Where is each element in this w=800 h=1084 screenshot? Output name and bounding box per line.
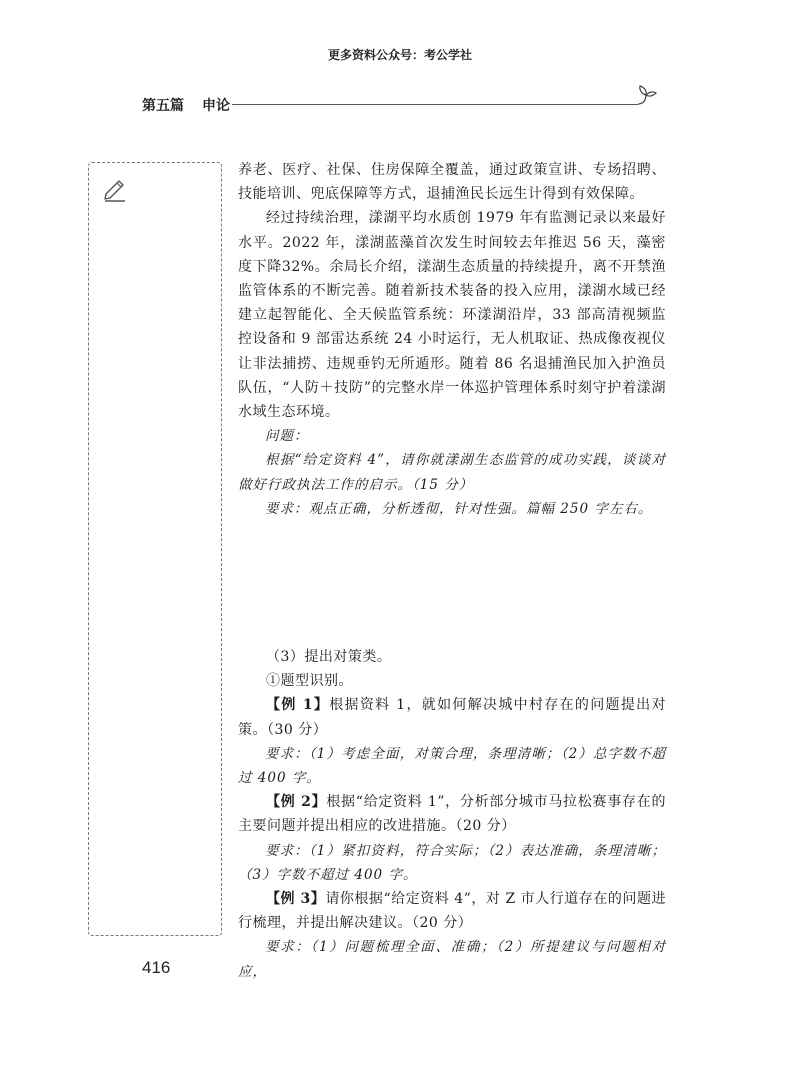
- example-2-requirement: 要求：（1）紧扣资料，符合实际；（2）表达准确，条理清晰；（3）字数不超过 400 字。: [238, 842, 666, 883]
- margin-note-box: [88, 162, 222, 936]
- main-content: [238, 158, 666, 984]
- material-paragraph-1: 养老、医疗、社保、住房保障全覆盖，通过政策宣讲、专场招聘、技能培训、兜底保障等方式，退捕渔民长远生计得到有效保障。: [238, 162, 666, 203]
- blank-gap: [238, 521, 666, 645]
- section-subheading: ①题型识别。: [266, 673, 353, 690]
- sprout-icon: [634, 84, 660, 108]
- header-rule: [232, 104, 638, 105]
- example-3-requirement: 要求：（1）问题梳理全面、准确；（2）所提建议与问题相对应，: [238, 939, 666, 980]
- example-3-tag: 【例 3】: [266, 891, 326, 908]
- example-1-tag: 【例 1】: [266, 697, 330, 714]
- question-requirement: 要求：观点正确，分析透彻，针对性强。篇幅 250 字左右。: [265, 500, 653, 517]
- example-3: [238, 887, 666, 935]
- example-2-tag: 【例 2】: [266, 794, 327, 811]
- example-3-text: 请你根据“给定资料 4”，对 Z 市人行道存在的问题进行梳理，并提出解决建议。（20 分）: [238, 891, 666, 932]
- section-heading: （3）提出对策类。: [266, 649, 392, 666]
- example-2-text: 根据“给定资料 1”，分析部分城市马拉松赛事存在的主要问题并提出相应的改进措施。（20 分）: [238, 794, 666, 835]
- example-1: [238, 693, 666, 741]
- example-1-requirement: 要求：（1）考虑全面，对策合理，条理清晰；（2）总字数不超过 400 字。: [238, 745, 666, 787]
- chapter-heading: [142, 95, 230, 115]
- page-number: 416: [142, 958, 171, 977]
- example-1-text: 根据资料 1，就如何解决城中村存在的问题提出对策。（30 分）: [238, 697, 666, 738]
- chapter-label: 第五篇: [142, 98, 184, 114]
- pencil-icon: [102, 176, 128, 202]
- top-banner: 更多资料公众号：考公学社: [327, 48, 472, 62]
- chapter-title: 申论: [202, 98, 230, 114]
- question-label: 问题：: [265, 428, 309, 445]
- question-text: 根据“给定资料 4”，请你就漾湖生态监管的成功实践，谈谈对做好行政执法工作的启示。（15 分）: [238, 452, 666, 493]
- material-paragraph-2: 经过持续治理，漾湖平均水质创 1979 年有监测记录以来最好水平。2022 年，漾湖蓝藻首次发生时间较去年推迟 56 天，藻密度下降32%。余局长介绍，漾湖生态质量的持续提升，离不开禁渔监管体系的不断完善。随着新技术装备的投入应用，漾湖水域已经建立起智能化、全天候监管系统：环漾湖沿岸，33 部高清视频监控设备和 9 部雷达系统 24 小时运行，无人机取证、热成像夜视仪让非法捕捞、违规垂钓无所遁形。随着 86 名退捕渔民加入护渔员队伍，“人防＋技防”的完整水岸一体巡护管理体系时刻守护着漾湖水域生态环境。: [238, 210, 666, 421]
- example-2: [238, 790, 666, 838]
